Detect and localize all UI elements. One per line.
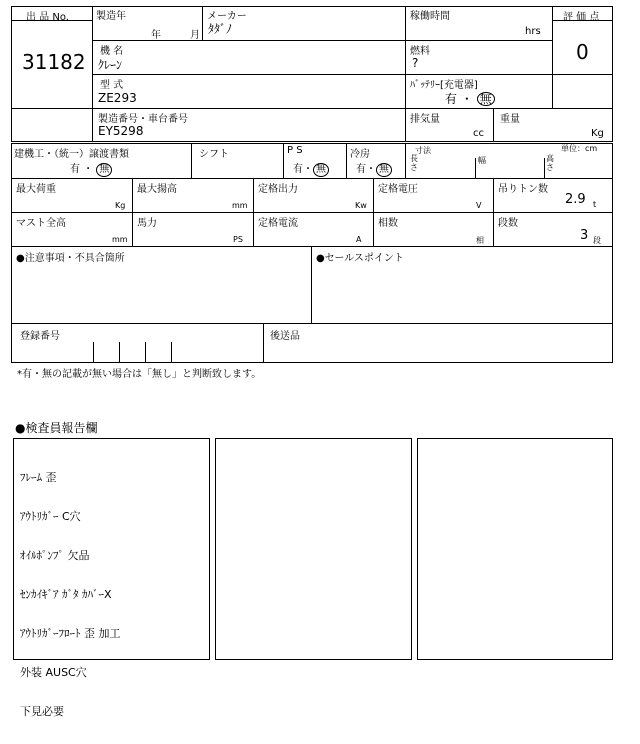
item-no-label: 出 品 No. bbox=[26, 12, 69, 23]
weight-unit: Kg bbox=[591, 128, 604, 139]
year-label: 製造年 bbox=[96, 11, 126, 22]
phase-unit: 相 bbox=[476, 236, 484, 245]
inspector-box-1 bbox=[13, 438, 210, 718]
width-label: 幅 bbox=[478, 156, 486, 165]
inspector-line: 下見必要 bbox=[20, 705, 64, 718]
hp-label: 馬力 bbox=[137, 218, 157, 229]
weight-label: 重量 bbox=[500, 114, 520, 125]
inspector-notes bbox=[20, 445, 121, 744]
max-load-label: 最大荷重 bbox=[16, 184, 56, 195]
serial-label: 製造番号・車台番号 bbox=[98, 114, 188, 125]
cooling-label: 冷房 bbox=[350, 149, 370, 160]
model-name-label: 機 名 bbox=[100, 46, 124, 57]
shipping-label: 後送品 bbox=[270, 331, 300, 342]
mast-label: マスト全高 bbox=[16, 218, 66, 229]
max-load-unit: Kg bbox=[115, 201, 126, 210]
rated-voltage-unit: V bbox=[476, 201, 482, 210]
inspector-line: ｱｳﾄﾘｶﾞｰ C穴 bbox=[20, 510, 81, 523]
hp-unit: PS bbox=[233, 235, 243, 244]
shift-label: シフト bbox=[199, 149, 229, 160]
registration-block bbox=[11, 323, 613, 363]
reg-label: 登録番号 bbox=[20, 331, 60, 342]
inspector-line: ｵｲﾙﾎﾟﾝﾌﾟ 欠品 bbox=[20, 549, 90, 562]
sales-label: ●セールスポイント bbox=[316, 253, 404, 264]
inspector-title: ●検査員報告欄 bbox=[15, 421, 98, 435]
transfer-yes: 有 bbox=[70, 164, 80, 175]
hours-unit: hrs bbox=[525, 26, 541, 37]
max-lift-unit: mm bbox=[232, 201, 248, 210]
rated-output-label: 定格出力 bbox=[258, 184, 298, 195]
year-unit: 年 bbox=[151, 30, 161, 41]
item-no: 31182 bbox=[22, 50, 86, 74]
model-name: ｸﾚｰﾝ bbox=[98, 58, 123, 72]
caution-label: ●注意事項・不具合箇所 bbox=[16, 253, 125, 264]
cooling-no: 無 bbox=[376, 163, 392, 177]
rated-current-unit: A bbox=[356, 235, 362, 244]
rated-output-unit: Kw bbox=[355, 201, 367, 210]
type: ZE293 bbox=[98, 91, 137, 105]
height-label: 高 さ bbox=[546, 154, 554, 172]
inspector-line: ｾﾝｶｲｷﾞｱ ｶﾞﾀ ｶﾊﾞｰX bbox=[20, 588, 112, 601]
rated-current-label: 定格電流 bbox=[258, 218, 298, 229]
type-label: 型 式 bbox=[100, 80, 124, 91]
fuel-label: 燃料 bbox=[410, 46, 430, 57]
displacement-unit: cc bbox=[473, 128, 484, 139]
lift-ton: 2.9 bbox=[565, 192, 586, 207]
cooling-yes: 有 bbox=[356, 164, 366, 175]
transfer-options: 有 ・ 無 bbox=[70, 160, 112, 177]
inspector-line: 外装 AUSC穴 bbox=[20, 666, 87, 679]
inspector-line: ｱｳﾄﾘｶﾞｰﾌﾛｰﾄ 歪 加工 bbox=[20, 627, 121, 640]
fuel: ? bbox=[412, 56, 419, 70]
stages-unit: 段 bbox=[593, 236, 601, 245]
dims-label: 寸法 bbox=[415, 146, 431, 155]
length-label: 長 さ bbox=[410, 154, 418, 172]
maker-label: メーカー bbox=[207, 11, 247, 22]
battery-options: 有 ・ 無 bbox=[445, 90, 495, 107]
displacement-label: 排気量 bbox=[410, 114, 440, 125]
inspector-box-3 bbox=[417, 438, 613, 660]
maker: ﾀﾀﾞﾉ bbox=[208, 22, 233, 36]
transfer-no: 無 bbox=[96, 163, 112, 177]
inspector-box-2 bbox=[215, 438, 412, 660]
inspector-line: ﾌﾚｰﾑ 歪 bbox=[20, 471, 57, 484]
battery-yes: 有 bbox=[445, 92, 458, 106]
footnote: *有・無の記載が無い場合は「無し」と判断致します。 bbox=[17, 369, 262, 380]
stages: 3 bbox=[580, 228, 589, 243]
hours-label: 稼働時間 bbox=[410, 11, 450, 22]
stages-label: 段数 bbox=[498, 218, 518, 229]
rated-voltage-label: 定格電圧 bbox=[378, 184, 418, 195]
max-lift-label: 最大揚高 bbox=[137, 184, 177, 195]
score-label: 評 価 点 bbox=[563, 12, 600, 23]
ps-label: P S bbox=[287, 145, 303, 156]
phase-label: 相数 bbox=[378, 218, 398, 229]
dims-unit: 単位：cm bbox=[561, 144, 598, 153]
month-unit: 月 bbox=[190, 30, 200, 41]
score: 0 bbox=[576, 40, 589, 64]
lift-ton-unit: t bbox=[593, 200, 597, 209]
ps-options: 有・ 無 bbox=[293, 160, 329, 177]
mast-unit: mm bbox=[112, 235, 128, 244]
ps-yes: 有 bbox=[293, 164, 303, 175]
lift-ton-label: 吊りトン数 bbox=[498, 184, 548, 195]
battery-label: ﾊﾞｯﾃﾘｰ[充電器] bbox=[410, 80, 478, 91]
cooling-options: 有・ 無 bbox=[356, 160, 392, 177]
battery-no: 無 bbox=[477, 92, 495, 106]
serial: EY5298 bbox=[98, 124, 144, 138]
transfer-label: 建機工・（統一）譲渡書類 bbox=[14, 149, 129, 160]
ps-no: 無 bbox=[313, 163, 329, 177]
